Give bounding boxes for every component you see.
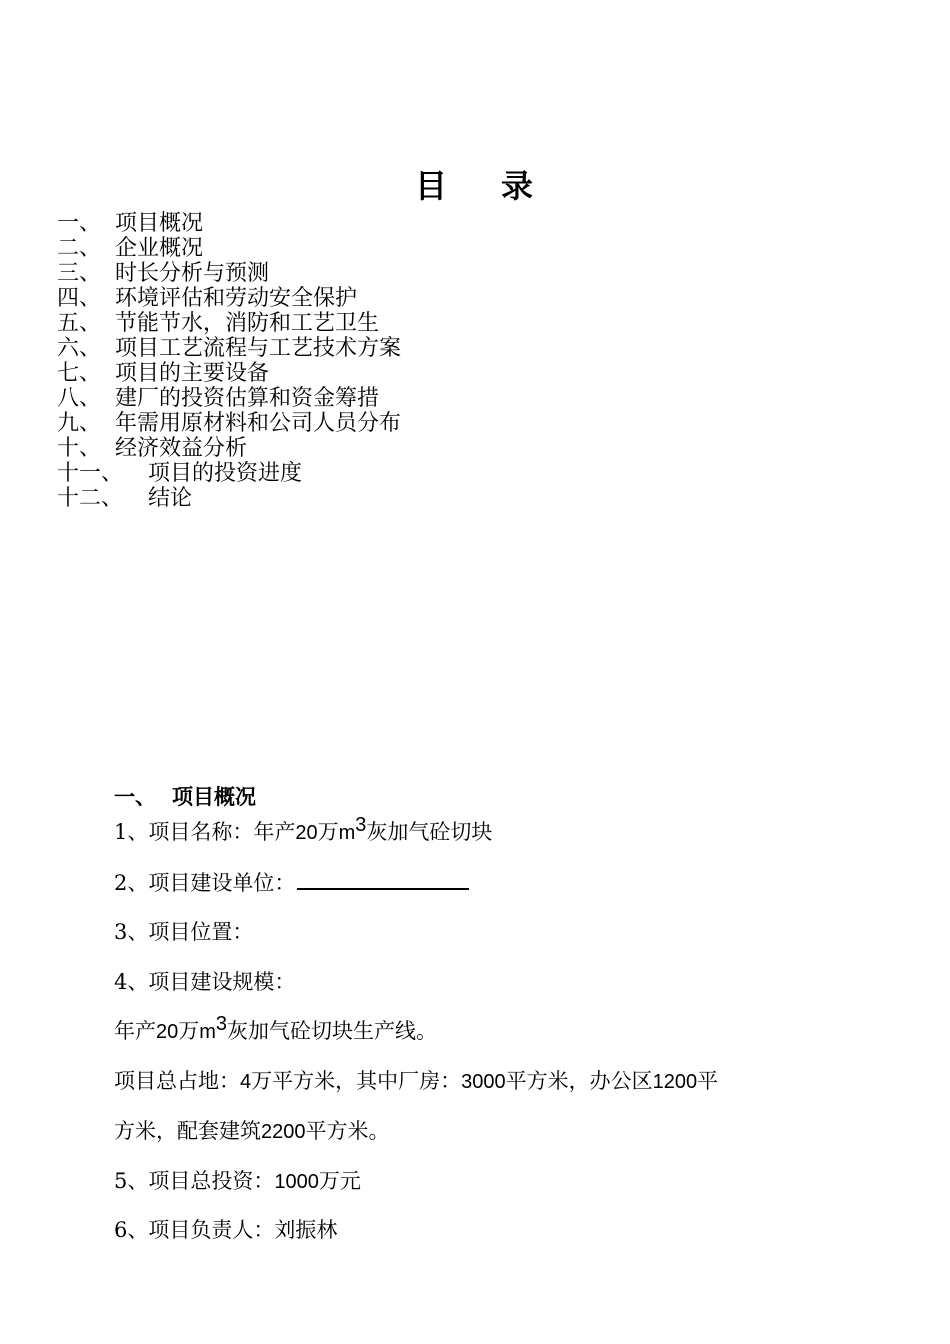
toc-item-number: 二、 bbox=[57, 236, 102, 261]
scale-qty: 20 bbox=[156, 1021, 179, 1043]
area-line-1 bbox=[114, 1067, 718, 1096]
toc-item-number: 一、 bbox=[57, 211, 102, 236]
toc-item-label: 企业概况 bbox=[115, 236, 204, 261]
toc-item-number: 七、 bbox=[57, 361, 102, 386]
project-location-line bbox=[114, 918, 253, 946]
leader-line bbox=[114, 1216, 337, 1244]
scale-mid: 万 bbox=[178, 1019, 200, 1043]
toc-title bbox=[0, 166, 950, 206]
section-heading-number: 一、 bbox=[114, 784, 156, 809]
toc-item bbox=[57, 236, 401, 261]
toc-item-number: 六、 bbox=[57, 336, 102, 361]
toc-item bbox=[57, 486, 401, 511]
project-unit-line bbox=[114, 868, 469, 897]
toc-item-number: 五、 bbox=[57, 311, 102, 336]
toc-item-label: 节能节水，消防和工艺卫生 bbox=[115, 311, 380, 336]
toc-item-number: 九、 bbox=[57, 411, 102, 436]
toc-item-label: 结论 bbox=[148, 486, 193, 511]
toc-item bbox=[57, 386, 401, 411]
toc-item bbox=[57, 261, 401, 286]
section-heading bbox=[114, 783, 256, 811]
area-line-2 bbox=[114, 1117, 390, 1146]
toc-item-label: 项目工艺流程与工艺技术方案 bbox=[115, 336, 402, 361]
area-text: 平方米。 bbox=[305, 1119, 390, 1143]
leader-label: 6、项目负责人： bbox=[114, 1218, 275, 1242]
toc-item bbox=[57, 461, 401, 486]
leader-name: 刘振林 bbox=[274, 1218, 338, 1242]
toc-item bbox=[57, 211, 401, 236]
area-number: 2200 bbox=[261, 1121, 306, 1143]
section-heading-title: 项目概况 bbox=[172, 784, 256, 809]
area-text: 方米，配套建筑 bbox=[114, 1119, 261, 1143]
toc-item-label: 经济效益分析 bbox=[115, 436, 248, 461]
toc-title-left: 目 bbox=[414, 167, 449, 205]
toc-item bbox=[57, 311, 401, 336]
scale-prefix: 年产 bbox=[114, 1019, 156, 1043]
toc-item bbox=[57, 411, 401, 436]
scale-unit: m bbox=[199, 1021, 216, 1043]
toc-item bbox=[57, 286, 401, 311]
investment-value: 1000 bbox=[274, 1171, 319, 1193]
toc-item bbox=[57, 336, 401, 361]
project-name-mid: 万 bbox=[317, 820, 339, 844]
toc-item bbox=[57, 436, 401, 461]
investment-line bbox=[114, 1167, 361, 1196]
project-name-qty: 20 bbox=[295, 822, 318, 844]
project-unit-blank bbox=[297, 868, 469, 890]
project-scale-label: 4、项目建设规模： bbox=[114, 970, 296, 994]
project-location-label: 3、项目位置： bbox=[114, 920, 254, 944]
area-text: 平 bbox=[697, 1069, 719, 1093]
toc-item-label: 时长分析与预测 bbox=[115, 261, 270, 286]
toc-item-label: 建厂的投资估算和资金筹措 bbox=[115, 386, 380, 411]
toc-item-number: 三、 bbox=[57, 261, 102, 286]
toc-item-label: 项目概况 bbox=[115, 211, 204, 236]
toc-item-number: 八、 bbox=[57, 386, 102, 411]
toc-item bbox=[57, 361, 401, 386]
toc-item-label: 项目的主要设备 bbox=[115, 361, 270, 386]
toc-item-number: 十一、 bbox=[57, 461, 124, 486]
project-name-prefix: 1、项目名称：年产 bbox=[114, 820, 296, 844]
area-text: 平方米，办公区 bbox=[505, 1069, 653, 1093]
project-name-superscript: 3 bbox=[355, 814, 367, 836]
project-name-line bbox=[114, 814, 493, 847]
toc-item-label: 环境评估和劳动安全保护 bbox=[115, 286, 358, 311]
toc-item-number: 十、 bbox=[57, 436, 102, 461]
investment-unit: 万元 bbox=[318, 1169, 361, 1193]
area-number: 1200 bbox=[652, 1071, 698, 1093]
toc-item-number: 四、 bbox=[57, 286, 102, 311]
investment-label: 5、项目总投资： bbox=[114, 1169, 275, 1193]
area-number: 3000 bbox=[461, 1071, 506, 1093]
toc-item-number: 十二、 bbox=[57, 486, 124, 511]
area-text: 项目总占地： bbox=[114, 1069, 240, 1093]
toc-item-label: 年需用原材料和公司人员分布 bbox=[115, 411, 402, 436]
toc-item-label: 项目的投资进度 bbox=[148, 461, 303, 486]
project-scale-line bbox=[114, 968, 295, 996]
scale-suffix: 灰加气砼切块生产线。 bbox=[227, 1019, 438, 1043]
production-line-text bbox=[114, 1013, 438, 1046]
project-name-suffix: 灰加气砼切块 bbox=[366, 820, 493, 844]
project-name-unit: m bbox=[338, 822, 356, 844]
area-number: 4 bbox=[240, 1071, 252, 1093]
toc-title-right: 录 bbox=[501, 167, 536, 205]
project-unit-label: 2、项目建设单位： bbox=[114, 871, 296, 895]
scale-superscript: 3 bbox=[215, 1013, 228, 1035]
toc-list bbox=[57, 211, 401, 511]
area-text: 万平方米，其中厂房： bbox=[251, 1069, 462, 1093]
